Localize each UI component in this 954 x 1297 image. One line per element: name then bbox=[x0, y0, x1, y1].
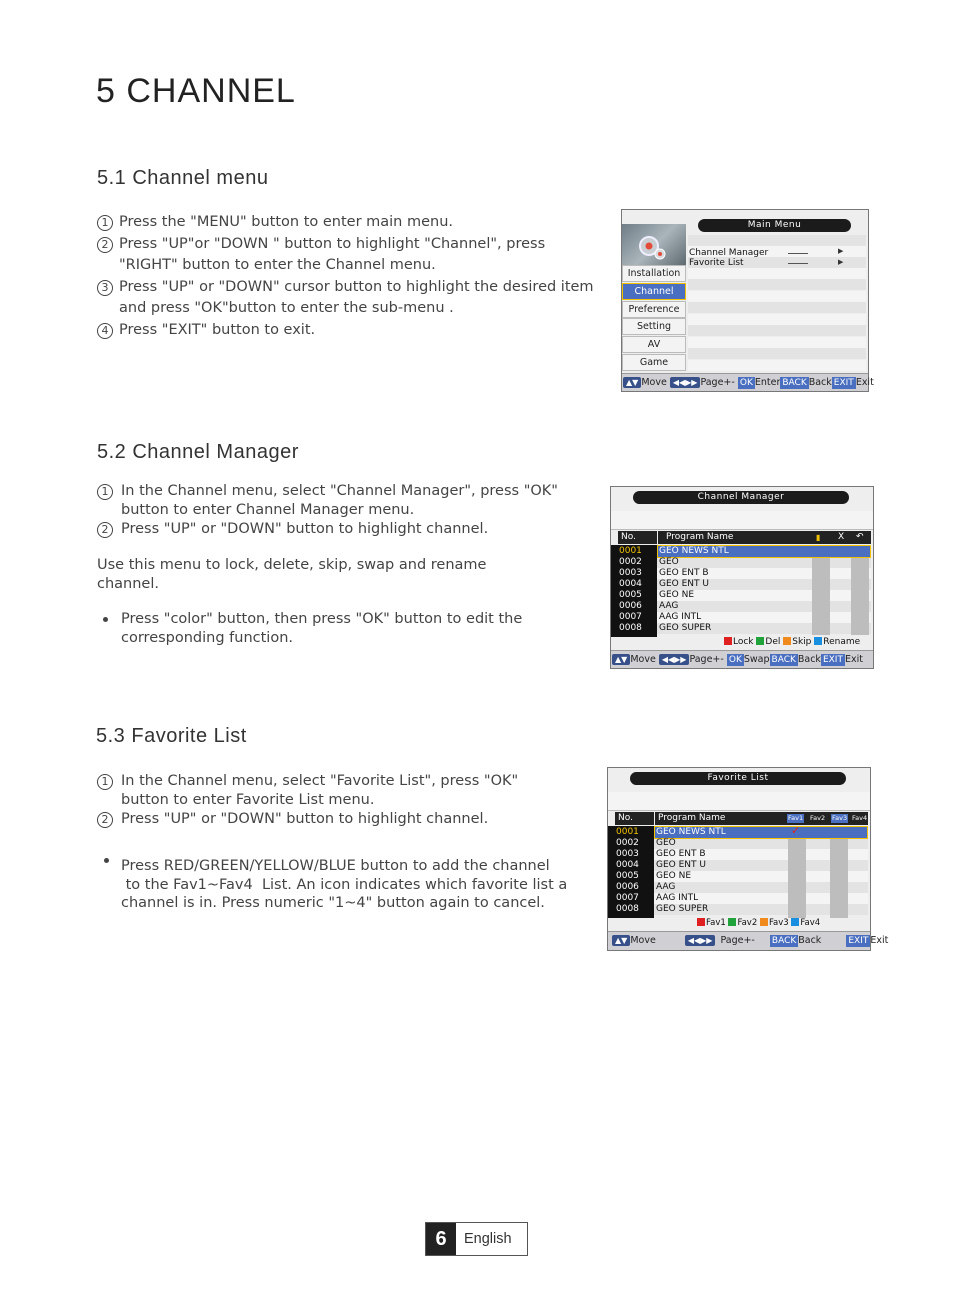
fav-color-legend bbox=[697, 918, 820, 929]
favorite-channel-list bbox=[654, 826, 868, 918]
channel-name[interactable]: AAG INTL bbox=[659, 612, 702, 622]
main-menu-screenshot bbox=[621, 209, 874, 392]
color-legend bbox=[724, 637, 860, 648]
channel-number: 0008 bbox=[619, 623, 642, 633]
step-item bbox=[97, 234, 617, 277]
menu-entry-favorite-list[interactable]: Favorite List bbox=[689, 258, 744, 268]
step-item bbox=[97, 520, 597, 539]
skip-icon: ↶ bbox=[856, 532, 864, 542]
channel-number: 0003 bbox=[619, 568, 642, 578]
step-item bbox=[97, 212, 617, 234]
step-text: button to enter Channel Manager menu. bbox=[121, 502, 415, 518]
bullet-line: channel is in. Press numeric "1~4" button again to cancel. bbox=[121, 895, 545, 911]
channel-menu-steps bbox=[97, 212, 617, 341]
channel-number: 0004 bbox=[619, 579, 642, 589]
legend-rename: Rename bbox=[823, 637, 861, 647]
section-title-favorite-list: 5.3 Favorite List bbox=[96, 725, 247, 747]
footer-back: Back bbox=[808, 377, 832, 388]
channel-number: 0005 bbox=[616, 871, 639, 881]
step-text: and press "OK"button to enter the sub-menu . bbox=[119, 300, 454, 316]
fav3-header: Fav3 bbox=[832, 814, 848, 822]
skip-column bbox=[851, 557, 869, 635]
main-menu-title: Main Menu bbox=[698, 219, 851, 232]
channel-manager-steps bbox=[97, 482, 597, 539]
step-number: 1 bbox=[97, 215, 113, 231]
bullet-dot bbox=[103, 617, 108, 622]
legend-fav3: Fav3 bbox=[768, 918, 789, 928]
page-icon: ◀◀▶▶ bbox=[685, 935, 716, 946]
main-menu-footer bbox=[622, 373, 874, 391]
channel-number: 0005 bbox=[619, 590, 642, 600]
ok-key: OK bbox=[728, 655, 742, 665]
updown-icon: ▲▼ bbox=[612, 935, 630, 946]
channel-number: 0001 bbox=[619, 546, 642, 556]
channel-number: 0007 bbox=[619, 612, 642, 622]
step-text: Press the "MENU" button to enter main menu. bbox=[119, 214, 454, 230]
legend-lock: Lock bbox=[733, 637, 754, 647]
step-text: In the Channel menu, select "Channel Manager", press "OK" bbox=[121, 483, 558, 499]
legend-fav2: Fav2 bbox=[737, 918, 758, 928]
col-no-header bbox=[618, 531, 657, 544]
info-bar bbox=[608, 792, 870, 811]
favorite-list-bullet bbox=[121, 857, 601, 913]
favorite-list-steps bbox=[97, 772, 597, 829]
fav3-column bbox=[830, 838, 848, 918]
blue-key-icon bbox=[814, 637, 822, 645]
bullet-line: Press RED/GREEN/YELLOW/BLUE button to add the channel bbox=[121, 858, 550, 874]
footer-exit: Exit bbox=[855, 377, 874, 388]
ok-key: OK bbox=[739, 378, 753, 388]
sidebar-item-av[interactable]: AV bbox=[622, 336, 686, 353]
footer-swap: Swap bbox=[743, 654, 770, 665]
footer-page: Page+- bbox=[689, 654, 724, 665]
page-icon: ◀◀▶▶ bbox=[670, 377, 701, 388]
arrow-left-icon bbox=[788, 253, 808, 254]
lock-icon: ▮ bbox=[816, 533, 821, 542]
legend-fav1: Fav1 bbox=[706, 918, 726, 928]
step-text: "RIGHT" button to enter the Channel menu. bbox=[119, 257, 436, 273]
channel-number: 0004 bbox=[616, 860, 639, 870]
back-key: BACK bbox=[771, 655, 796, 665]
step-text: Press "UP" or "DOWN" button to highlight channel. bbox=[121, 521, 489, 537]
channel-number: 0006 bbox=[619, 601, 642, 611]
page-language: English bbox=[464, 1231, 512, 1247]
footer-back: Back bbox=[797, 654, 821, 665]
channel-manager-title: Channel Manager bbox=[633, 491, 849, 504]
step-number: 2 bbox=[97, 237, 113, 253]
sidebar-item-setting[interactable]: Setting bbox=[622, 318, 686, 335]
checkmark-icon: ✓ bbox=[791, 824, 801, 837]
arrow-left-icon bbox=[788, 263, 808, 264]
footer-move: Move bbox=[630, 654, 656, 665]
menu-right-panel bbox=[688, 235, 866, 375]
step-number: 4 bbox=[97, 323, 113, 339]
back-key: BACK bbox=[771, 936, 797, 946]
sidebar-item-preference[interactable]: Preference bbox=[622, 301, 686, 318]
channel-name[interactable]: GEO bbox=[659, 557, 679, 567]
channel-name[interactable]: GEO ENT U bbox=[659, 579, 709, 589]
yellow-key-icon bbox=[760, 918, 768, 926]
blue-key-icon bbox=[791, 918, 799, 926]
col-name-label: Program Name bbox=[658, 813, 726, 823]
step-item bbox=[97, 277, 617, 320]
channel-number: 0001 bbox=[616, 827, 639, 837]
red-key-icon bbox=[724, 637, 732, 645]
bullet-line: to the Fav1~Fav4 List. An icon indicates which favorite list a bbox=[121, 876, 568, 893]
step-text: In the Channel menu, select "Favorite List", press "OK" bbox=[121, 773, 519, 789]
channel-name[interactable]: GEO NE bbox=[659, 590, 695, 600]
info-bar bbox=[611, 511, 873, 530]
channel-number: 0006 bbox=[616, 882, 639, 892]
step-item bbox=[97, 320, 617, 342]
channel-name[interactable]: GEO NEWS NTL bbox=[659, 546, 729, 556]
red-key-icon bbox=[697, 918, 705, 926]
menu-entry-channel-manager[interactable]: Channel Manager bbox=[689, 248, 769, 258]
section-title-channel-menu: 5.1 Channel menu bbox=[97, 167, 269, 189]
channel-name[interactable]: GEO NEWS NTL bbox=[656, 827, 726, 837]
col-name-header bbox=[658, 531, 871, 544]
main-menu-sidebar bbox=[622, 265, 686, 375]
channel-number: 0007 bbox=[616, 893, 639, 903]
channel-manager-description bbox=[97, 556, 597, 593]
channel-name[interactable]: AAG bbox=[656, 882, 676, 892]
channel-name[interactable]: GEO SUPER bbox=[656, 904, 709, 914]
footer-move: Move bbox=[630, 935, 656, 946]
step-item bbox=[97, 810, 597, 829]
channel-list bbox=[657, 545, 871, 637]
sidebar-item-installation[interactable]: Installation bbox=[622, 265, 686, 282]
channel-name[interactable]: GEO SUPER bbox=[659, 623, 712, 633]
fav2-header: Fav2 bbox=[810, 814, 826, 822]
step-text: Press "UP" or "DOWN" cursor button to highlight the desired item bbox=[119, 278, 594, 295]
bullet-line: Press "color" button, then press "OK" button to edit the bbox=[121, 611, 523, 627]
step-number: 3 bbox=[97, 280, 113, 296]
favorite-list-footer bbox=[608, 931, 889, 950]
favorite-list-screenshot bbox=[607, 767, 889, 951]
channel-number: 0002 bbox=[619, 557, 642, 567]
exit-key: EXIT bbox=[822, 655, 843, 665]
fav1-header: Fav1 bbox=[788, 814, 804, 822]
channel-number-column bbox=[611, 545, 657, 637]
yellow-key-icon bbox=[783, 637, 791, 645]
legend-skip: Skip bbox=[792, 637, 812, 647]
legend-fav4: Fav4 bbox=[800, 918, 821, 928]
step-number: 1 bbox=[97, 484, 113, 500]
footer-page: Page+- bbox=[700, 377, 735, 388]
channel-name[interactable]: GEO ENT B bbox=[656, 849, 706, 859]
exit-key: EXIT bbox=[833, 378, 854, 388]
footer-exit: Exit bbox=[870, 935, 889, 946]
channel-name[interactable]: GEO ENT U bbox=[656, 860, 706, 870]
channel-number: 0002 bbox=[616, 838, 639, 848]
favorite-list-title: Favorite List bbox=[630, 772, 846, 785]
exit-key: EXIT bbox=[848, 936, 869, 946]
channel-number: 0008 bbox=[616, 904, 639, 914]
col-no-label: No. bbox=[621, 532, 636, 542]
footer-back: Back bbox=[798, 935, 822, 946]
chevron-right-icon: ▶ bbox=[838, 258, 844, 266]
channel-number-column bbox=[608, 826, 654, 918]
page-footer bbox=[425, 1222, 528, 1256]
para-line: Use this menu to lock, delete, skip, swap and rename bbox=[97, 557, 487, 573]
col-name-label: Program Name bbox=[666, 532, 734, 542]
page-icon: ◀◀▶▶ bbox=[659, 654, 690, 665]
page-title: 5 CHANNEL bbox=[96, 72, 296, 110]
channel-manager-screenshot bbox=[610, 486, 874, 669]
updown-icon: ▲▼ bbox=[612, 654, 630, 665]
legend-del: Del bbox=[765, 637, 781, 647]
menu-logo-image bbox=[622, 224, 686, 268]
delete-icon: X bbox=[838, 532, 845, 542]
para-line: channel. bbox=[97, 575, 159, 592]
sidebar-item-game[interactable]: Game bbox=[622, 354, 686, 371]
channel-name[interactable]: GEO ENT B bbox=[659, 568, 709, 578]
col-name-header bbox=[655, 812, 868, 825]
channel-name[interactable]: GEO bbox=[656, 838, 676, 848]
col-no-label: No. bbox=[618, 813, 633, 823]
step-number: 1 bbox=[97, 774, 113, 790]
footer-exit: Exit bbox=[844, 654, 863, 665]
channel-name[interactable]: GEO NE bbox=[656, 871, 692, 881]
fav4-header: Fav4 bbox=[852, 814, 868, 822]
footer-enter: Enter bbox=[754, 377, 781, 388]
section-title-channel-manager: 5.2 Channel Manager bbox=[97, 441, 299, 463]
bullet-dot bbox=[104, 858, 109, 863]
sidebar-item-channel[interactable]: Channel bbox=[622, 283, 686, 300]
step-text: Press "UP"or "DOWN " button to highlight "Channel", press bbox=[119, 235, 546, 252]
step-item bbox=[97, 772, 597, 810]
lock-column bbox=[812, 557, 830, 635]
step-item bbox=[97, 482, 597, 520]
chevron-right-icon: ▶ bbox=[838, 247, 844, 255]
footer-page: Page+- bbox=[720, 935, 755, 946]
bullet-line: corresponding function. bbox=[121, 629, 294, 646]
col-no-header bbox=[615, 812, 654, 825]
page-number: 6 bbox=[426, 1223, 456, 1255]
fav1-column bbox=[788, 838, 806, 918]
channel-name[interactable]: AAG bbox=[659, 601, 679, 611]
footer-move: Move bbox=[641, 377, 667, 388]
step-number: 2 bbox=[97, 522, 113, 538]
step-text: Press "EXIT" button to exit. bbox=[119, 321, 316, 338]
updown-icon: ▲▼ bbox=[623, 377, 641, 388]
channel-number: 0003 bbox=[616, 849, 639, 859]
channel-name[interactable]: AAG INTL bbox=[656, 893, 699, 903]
channel-manager-bullet bbox=[121, 610, 601, 647]
step-number: 2 bbox=[97, 812, 113, 828]
gear-icon bbox=[622, 224, 686, 268]
step-text: Press "UP" or "DOWN" button to highlight channel. bbox=[121, 811, 489, 827]
back-key: BACK bbox=[782, 378, 807, 388]
step-text: button to enter Favorite List menu. bbox=[121, 792, 375, 808]
green-key-icon bbox=[728, 918, 736, 926]
green-key-icon bbox=[756, 637, 764, 645]
channel-manager-footer bbox=[611, 650, 873, 668]
